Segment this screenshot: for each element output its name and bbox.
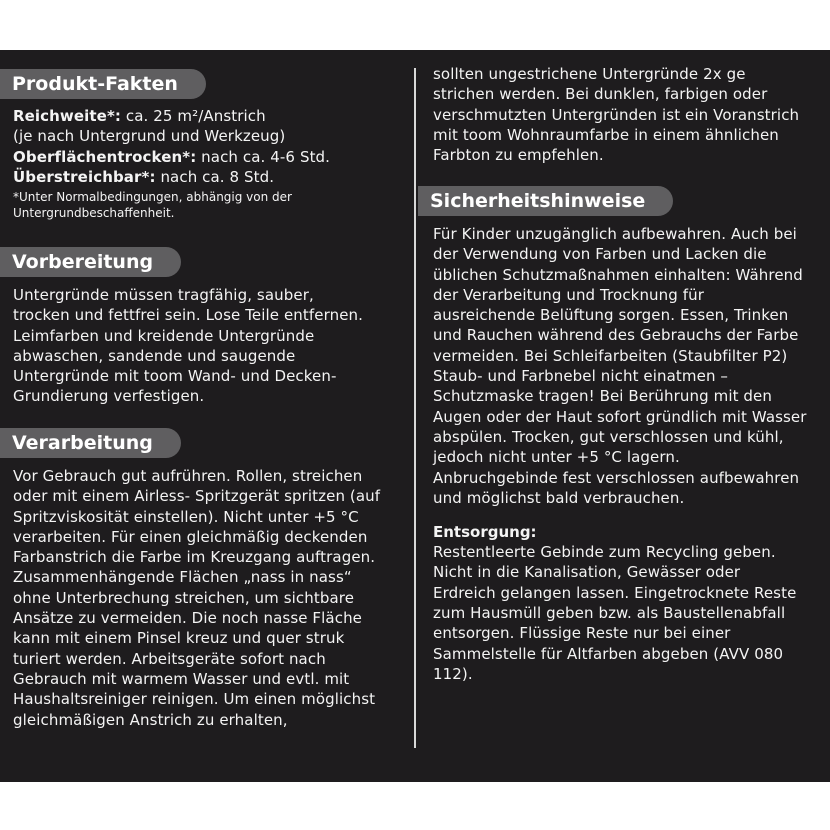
preparation-section — [0, 247, 400, 407]
fact-surface-dry-label: Oberflächentrocken*: — [13, 147, 197, 166]
fact-surface-dry — [13, 147, 400, 167]
facts-footnote: *Unter Normalbedingungen, abhängig von der Untergrundbeschaffenheit. — [13, 190, 292, 221]
fact-surface-dry-value: nach ca. 4-6 Std. — [196, 147, 331, 166]
processing-section — [0, 428, 400, 730]
safety-text: Für Kinder unzugänglich aufbewahren. Auch bei der Verwendung von Farben und Lacken die üblichen Schutzmaßnahmen einhalten: Während der Verarbeitung und Trocknung für ausreichende Belüftung sorgen. Essen, Trinken und Rauchen während des Gebrauchs der Farbe vermeiden. Bei Schleifarbeiten (Staubfilter P2) Staub- und Farbnebel nicht einatmen – Schutzmaske tragen! Bei Berührung mit den Augen oder der Haut sofort gründlich mit Wasser abspülen. Trocken, gut verschlossen und kühl, jedoch nicht unter +5 °C lagern. Anbruchgebinde fest verschlossen aufbewahren und möglichst bald verbrauchen. — [433, 225, 807, 507]
product-facts-section — [0, 69, 400, 221]
safety-heading: Sicherheitshinweise — [418, 186, 673, 216]
product-facts-heading: Produkt-Fakten — [0, 69, 206, 99]
disposal-text: Restentleerte Gebinde zum Recycling geben. Nicht in die Kanalisation, Gewässer oder Erdreich gelangen lassen. Eingetrocknete Reste zum Hausmüll geben bzw. als Baustellenabfall entsorgen. Flüssige Reste nur bei einer Sammelstelle für Altfarben abgeben (AVV 080 112). — [433, 543, 797, 683]
fact-coverage-value: ca. 25 m²/Anstrich — [121, 107, 266, 125]
processing-heading: Verarbeitung — [0, 428, 181, 458]
preparation-text: Untergründe müssen tragfähig, sauber, trocken und fettfrei sein. Lose Teile entfernen. Leimfarben und kreidende Untergründe abwaschen, sandende und saugende Untergründe mit toom Wand- und Decken-Grundierung verfestigen. — [13, 286, 364, 406]
product-info-panel — [0, 50, 830, 782]
fact-coverage-note — [13, 126, 400, 146]
preparation-heading: Vorbereitung — [0, 247, 181, 277]
processing-text: Vor Gebrauch gut aufrühren. Rollen, streichen oder mit einem Airless- Spritzgerät spritzen (auf Spritzviskosität einstellen). Nicht unter +5 °C verarbeiten. Für einen gleichmäßig deckenden Farbanstrich die Farbe im Kreuzgang auftragen. Zusammenhängende Flächen „nass in nass“ ohne Unterbrechung streichen, um sichtbare Ansätze zu vermeiden. Die noch nasse Fläche kann mit einem Pinsel kreuz und quer struk turiert werden. Arbeitsgeräte sofort nach Gebrauch mit warmem Wasser und evtl. mit Haushaltsreiniger reinigen. Um einen möglichst gleichmäßigen Anstrich zu erhalten, — [13, 467, 381, 729]
column-divider — [414, 68, 416, 748]
fact-recoatable-value: nach ca. 8 Std. — [155, 167, 275, 186]
product-facts-list — [13, 106, 400, 187]
safety-section — [418, 186, 818, 684]
disposal-heading: Entsorgung: — [433, 523, 537, 542]
fact-coverage-note-text: (je nach Untergrund und Werkzeug) — [13, 127, 286, 146]
fact-recoatable-label: Überstreichbar*: — [13, 167, 156, 186]
processing-continuation — [418, 64, 818, 165]
fact-coverage — [13, 106, 400, 126]
processing-continuation-text: sollten ungestrichene Untergründe 2x ge strichen werden. Bei dunklen, farbigen oder verschmutzten Untergründen ist ein Voranstrich mit toom Wohnraumfarbe in einem ähnlichen Farbton zu empfehlen. — [433, 65, 800, 165]
fact-recoatable — [13, 167, 400, 187]
fact-coverage-label: Reichweite*: — [13, 107, 121, 125]
